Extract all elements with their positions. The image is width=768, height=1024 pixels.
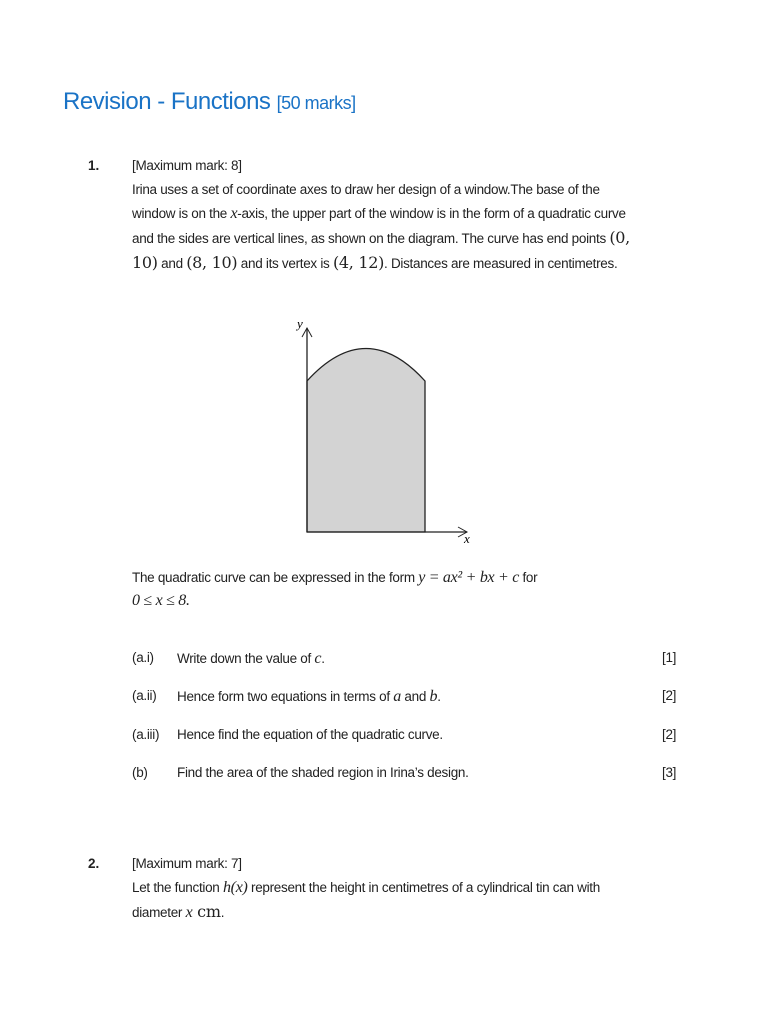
question-1-number: 1. <box>88 158 100 173</box>
part-label: (a.ii) <box>132 688 157 703</box>
math-domain-range: 0 ≤ x ≤ 8. <box>132 592 190 609</box>
question-2-number: 2. <box>88 856 100 871</box>
math-point-vertex: (4, 12) <box>332 253 385 272</box>
math-point-end: (8, 10) <box>186 253 238 272</box>
part-text: Find the area of the shaded region in Irina’s design. <box>177 765 469 780</box>
part-mark: [1] <box>662 650 677 665</box>
math-quadratic-equation: y = ax² + bx + c <box>418 569 520 586</box>
y-axis-label: y <box>297 316 303 331</box>
part-label: (a.iii) <box>132 727 160 742</box>
shaded-window-region <box>307 349 425 533</box>
question-1-intro: Irina uses a set of coordinate axes to draw her design of a window.The base of the window is on the x-axis, the upper part of the window is in the form of a quadratic curve and the sides are vertical lines, as shown on the diagram. The curve has end points (0, 10) and (8, 10) and its vertex is (4, 12). Distances are measured in centimetres. <box>132 182 630 272</box>
title-marks: [50 marks] <box>276 93 356 113</box>
math-unit: cm <box>192 902 221 921</box>
question-2-max-mark: [Maximum mark: 7] <box>132 856 242 871</box>
question-2-intro: Let the function h(x) represent the height in centimetres of a cylindrical tin can with diameter x cm. <box>132 879 600 921</box>
math-var-x: x <box>230 205 238 222</box>
part-mark: [2] <box>662 727 677 742</box>
quadratic-form-statement: The quadratic curve can be expressed in the form y = ax² + bx + c for 0 ≤ x ≤ 8. <box>132 569 538 609</box>
question-1-max-mark: [Maximum mark: 8] <box>132 158 242 173</box>
math-point-start: (0, 10) <box>132 228 630 272</box>
part-text: Write down the value of c. <box>177 650 325 667</box>
math-function-h: h(x) <box>222 879 248 896</box>
part-label: (a.i) <box>132 650 154 665</box>
title-text: Revision - Functions <box>63 88 271 115</box>
part-text: Hence find the equation of the quadratic curve. <box>177 727 443 742</box>
math-var-x: x <box>185 904 193 921</box>
part-mark: [2] <box>662 688 677 703</box>
x-axis-label: x <box>464 531 470 546</box>
part-label: (b) <box>132 765 148 780</box>
part-mark: [3] <box>662 765 677 780</box>
part-text: Hence form two equations in terms of a and b. <box>177 688 441 705</box>
